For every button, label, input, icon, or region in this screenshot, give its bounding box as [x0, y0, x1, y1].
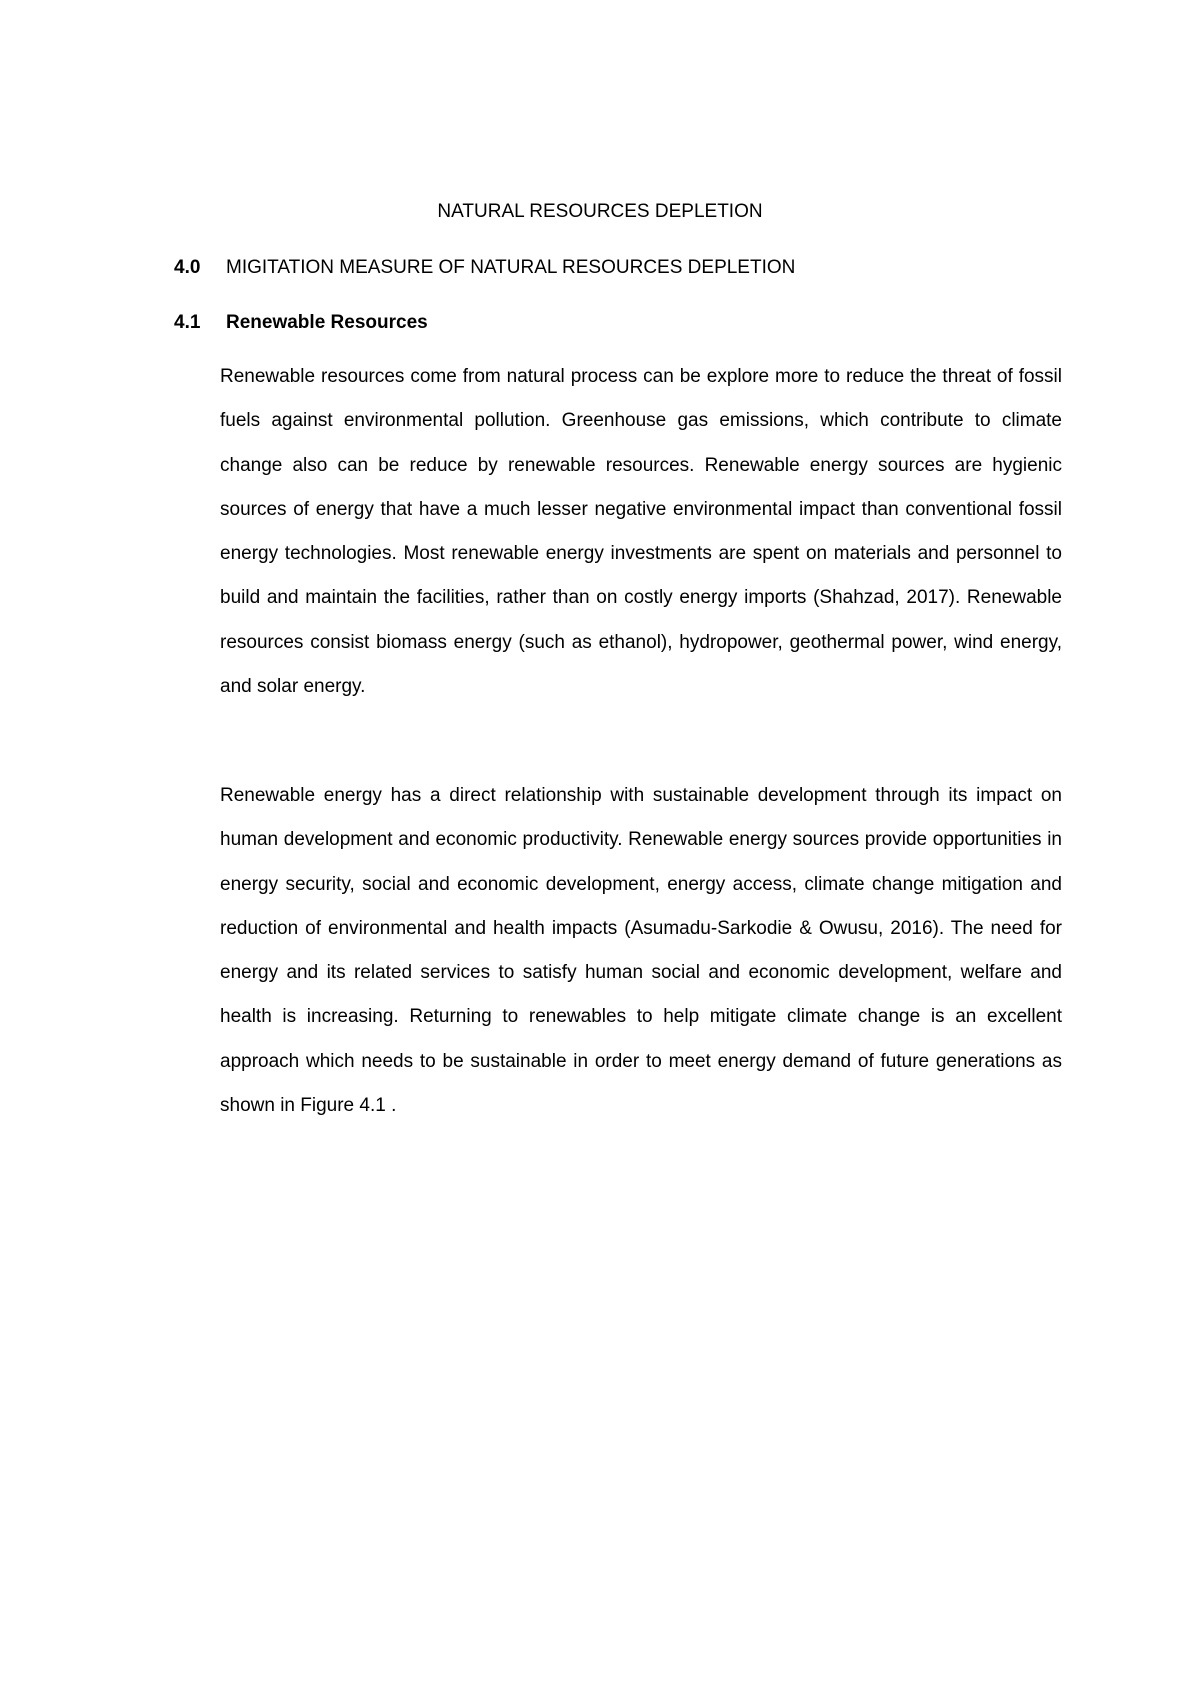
- body-paragraph: Renewable energy has a direct relationship with sustainable development through its impact on human development and economic productivity. Renewable energy sources provide opportunities in energy security, social and economic development, energy access, climate change mitigation and reduction of environmental and health impacts (Asumadu-Sarkodie & Owusu, 2016). The need for energy and its related services to satisfy human social and economic development, welfare and health is increasing. Returning to renewables to help mitigate climate change is an excellent approach which needs to be sustainable in order to meet energy demand of future generations as shown in Figure 4.1 .: [220, 785, 1062, 1117]
- section-number: 4.0: [174, 257, 201, 278]
- body-paragraph: Renewable resources come from natural process can be explore more to reduce the threat of fossil fuels against environmental pollution. Greenhouse gas emissions, which contribute to climate change also can be reduce by renewable resources. Renewable energy sources are hygienic sources of energy that have a much lesser negative environmental impact than conventional fossil energy technologies. Most renewable energy investments are spent on materials and personnel to build and maintain the facilities, rather than on costly energy imports (Shahzad, 2017). Renewable resources consist biomass energy (such as ethanol), hydropower, geothermal power, wind energy, and solar energy.: [220, 366, 1062, 698]
- subsection-number: 4.1: [174, 312, 201, 333]
- subsection-title: Renewable Resources: [226, 312, 428, 333]
- subsection-heading: [174, 311, 428, 335]
- section-title: MIGITATION MEASURE OF NATURAL RESOURCES DEPLETION: [226, 257, 796, 278]
- document-title: NATURAL RESOURCES DEPLETION: [437, 201, 763, 222]
- section-heading: [174, 256, 795, 280]
